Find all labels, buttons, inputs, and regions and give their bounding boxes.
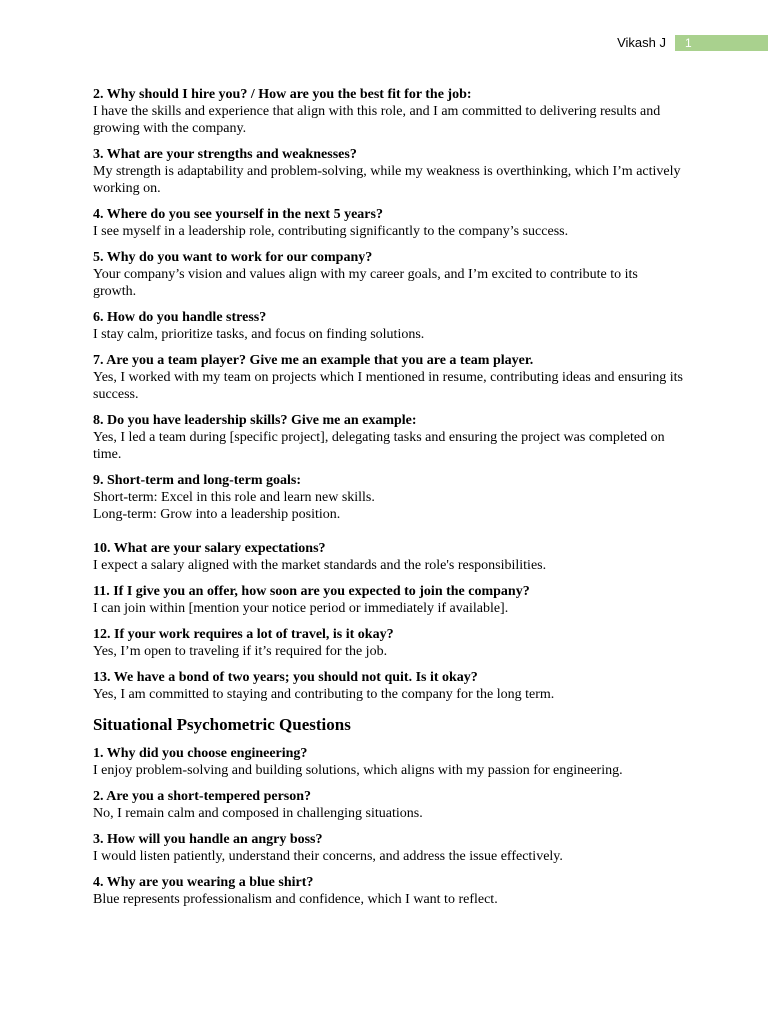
- answer-long-term: Long-term: Grow into a leadership position.: [93, 507, 341, 522]
- answer: I see myself in a leadership role, contributing significantly to the company’s success.: [93, 224, 569, 239]
- qa-item: [93, 412, 683, 463]
- document-body: [93, 86, 683, 917]
- answer: My strength is adaptability and problem-solving, while my weakness is overthinking, which I’m actively working on.: [93, 164, 681, 196]
- answer: I expect a salary aligned with the market standards and the role's responsibilities.: [93, 558, 547, 573]
- qa-item: [93, 831, 683, 865]
- answer: I have the skills and experience that align with this role, and I am committed to delivering results and growing with the company.: [93, 104, 661, 136]
- question: 5. Why do you want to work for our company?: [93, 250, 373, 265]
- answer: Your company’s vision and values align with my career goals, and I’m excited to contribute to its growth.: [93, 267, 638, 299]
- header-author: Vikash J: [617, 35, 666, 50]
- answer: I enjoy problem-solving and building solutions, which aligns with my passion for engineering.: [93, 763, 623, 778]
- qa-item: [93, 352, 683, 403]
- answer: I stay calm, prioritize tasks, and focus on finding solutions.: [93, 327, 425, 342]
- qa-item: [93, 86, 683, 137]
- question: 9. Short-term and long-term goals:: [93, 473, 302, 488]
- qa-item: [93, 583, 683, 617]
- qa-item: [93, 146, 683, 197]
- question: 13. We have a bond of two years; you should not quit. Is it okay?: [93, 670, 478, 685]
- qa-item: [93, 669, 683, 703]
- question: 6. How do you handle stress?: [93, 310, 267, 325]
- question: 4. Why are you wearing a blue shirt?: [93, 875, 314, 890]
- question: 4. Where do you see yourself in the next 5 years?: [93, 207, 383, 222]
- answer: No, I remain calm and composed in challenging situations.: [93, 806, 423, 821]
- question: 3. What are your strengths and weaknesses?: [93, 147, 357, 162]
- page-number: 1: [675, 35, 768, 51]
- answer: I can join within [mention your notice period or immediately if available].: [93, 601, 509, 616]
- answer: I would listen patiently, understand their concerns, and address the issue effectively.: [93, 849, 563, 864]
- qa-item: [93, 874, 683, 908]
- question: 2. Why should I hire you? / How are you the best fit for the job:: [93, 87, 472, 102]
- answer: Blue represents professionalism and confidence, which I want to reflect.: [93, 892, 498, 907]
- answer: Yes, I am committed to staying and contributing to the company for the long term.: [93, 687, 555, 702]
- question: 10. What are your salary expectations?: [93, 541, 326, 556]
- qa-item: [93, 249, 683, 300]
- question: 12. If your work requires a lot of travel, is it okay?: [93, 627, 394, 642]
- page-header: [617, 34, 768, 52]
- section-heading: Situational Psychometric Questions: [93, 715, 351, 734]
- answer-short-term: Short-term: Excel in this role and learn new skills.: [93, 490, 375, 505]
- question: 2. Are you a short-tempered person?: [93, 789, 312, 804]
- qa-item: [93, 206, 683, 240]
- question: 3. How will you handle an angry boss?: [93, 832, 323, 847]
- question: 8. Do you have leadership skills? Give me an example:: [93, 413, 417, 428]
- question: 7. Are you a team player? Give me an example that you are a team player.: [93, 353, 534, 368]
- qa-item: [93, 540, 683, 574]
- qa-item: [93, 626, 683, 660]
- question: 1. Why did you choose engineering?: [93, 746, 308, 761]
- qa-item: [93, 309, 683, 343]
- qa-item: [93, 788, 683, 822]
- qa-item: [93, 472, 683, 523]
- answer: Yes, I worked with my team on projects which I mentioned in resume, contributing ideas and ensuring its success.: [93, 370, 683, 402]
- qa-item: [93, 745, 683, 779]
- question: 11. If I give you an offer, how soon are you expected to join the company?: [93, 584, 530, 599]
- answer: Yes, I’m open to traveling if it’s required for the job.: [93, 644, 388, 659]
- answer: Yes, I led a team during [specific project], delegating tasks and ensuring the project was completed on time.: [93, 430, 665, 462]
